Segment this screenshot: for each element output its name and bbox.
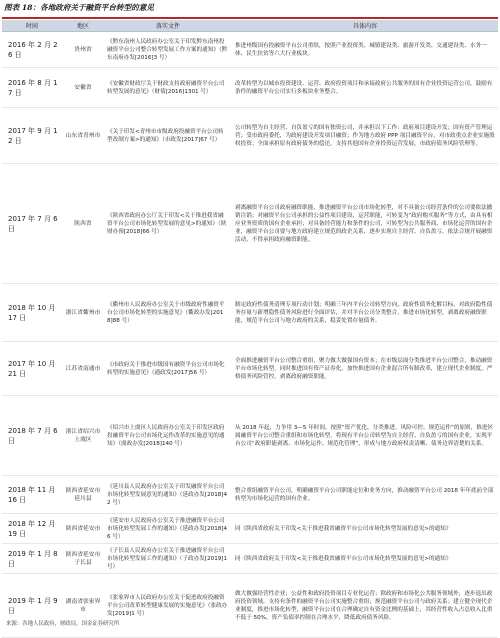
- row-document: 《衢州市人民政府办公室关于市级政府性融资平台公司市场化转型的实施意见》（衢政办发[2018]88 号）: [104, 284, 232, 342]
- row-document: 《绍兴市上虞区人民政府办公室关于印发区政府投融资平台公司市场化运作改革的实施意见的通知》（虞政办发[2018]140 号）: [104, 396, 232, 476]
- row-region: 安徽省: [62, 68, 104, 108]
- table-row: [2, 574, 498, 638]
- row-detail: 整合重组融资平台公司，明确融资平台公司职能定位和业务方向，推动融资平台公司 2018 年年底前全部转型为市场化运营的国有企业。: [232, 476, 498, 514]
- row-region: 贵州省: [62, 32, 104, 68]
- row-region: 陕西省: [62, 164, 104, 284]
- table-row: [2, 544, 498, 574]
- row-region: 陕西省延安市延川县: [62, 476, 104, 514]
- row-document: 《张家界市人民政府办公室关于促进政府投融资平台公司改革转型健康发展的实施意见》（张政办发[2019]1 号）: [104, 574, 232, 638]
- table-row: [2, 284, 498, 342]
- row-region: 山东省青州市: [62, 108, 104, 164]
- row-document: 《延川县人民政府办公室关于印发融资平台公司市场化转型发展意见的通知》（延政办发[2018]42 号）: [104, 476, 232, 514]
- row-time: 2016 年 8 月 17 日: [2, 68, 62, 108]
- source-note: 来源：各地人民政府，财政局，国金证券研究所: [6, 621, 120, 627]
- row-detail: 制定政府性债务清理专项行动计划；明确三年内平台公司转型方向，政府性债务化解目标，对政府隐性债务存量与新增隐性债务风险进行全面评估，并对平台公司分类整合，推进市场化转型，剥离政府融资职能，规范平台公司与地方政府的关系，稳妥处置存量债务。: [232, 284, 498, 342]
- row-time: 2018 年 12 月 19 日: [2, 514, 62, 544]
- row-detail: 同《陕西省政府关于印发<关于推进我省融资平台公司市场化转型发展的意见>的通知》: [232, 514, 498, 544]
- row-document: 《市政府关于推进市级国有融资平台公司市场化转型的实施意见》（通政发[2017]56 号）: [104, 342, 232, 396]
- row-document: 《黔东南州人民政府办公室关于印发黔东南州投融资平台公司整合转型发展工作方案的通知》（黔东南府办发[2016]3 号）: [104, 32, 232, 68]
- row-document: 《延安市人民政府办公室关于推进融资平台公司市场化转型发展工作的通知》（延政办发[2018]46 号）: [104, 514, 232, 544]
- row-document: 《子长县人民政府办公室关于推进融资平台公司市场化转型发展工作的通知》（子政办发[2019]1 号）: [104, 544, 232, 574]
- row-document: 《陕西省政府办公厅关于印发<关于推进我省融资平台公司市场化转型发展的意见>的通知》（陕财办预[2018]66 号）: [104, 164, 232, 284]
- table-row: [2, 396, 498, 476]
- row-region: 浙江省绍兴市上虞区: [62, 396, 104, 476]
- row-document: 《安徽省财政厅关于财政支持政府融资平台公司转型发展的意见》（财债[2016]1301 号）: [104, 68, 232, 108]
- row-detail: 从 2018 年起，力争用 3—5 年时间，按照“资产优化、分类推进、风险可控、规范运作”的原则，推进区属融资平台公司整合重组和市场化转型，将现有平台公司转型为自主经营、自负盈亏的国有企业，实现平台公司“政府职能剥离、市场化运作、规范化管理”，形成与地方政府权责清晰、债务边界清楚的关系。: [232, 396, 498, 476]
- row-document: 《关于印发<青州市市级政府投融资平台公司转型改制方案>的通知》（市政发[2017]67 号）: [104, 108, 232, 164]
- figure-title: 图表 18：各地政府关于融资平台转型的意见: [2, 0, 498, 19]
- header-document: 落实文件: [104, 20, 232, 32]
- header-time: 时间: [2, 20, 62, 32]
- row-time: 2018 年 10 月 17 日: [2, 284, 62, 342]
- row-region: 陕西省延安市子长县: [62, 544, 104, 574]
- row-detail: 推进州级国有投融资平台公司重组，按照产业投资类、城镇建设类、旅游开发类、交通建设类、水务一体、民生扶贫等六大行业板块。: [232, 32, 498, 68]
- row-time: 2017 年 10 月 21 日: [2, 342, 62, 396]
- row-time: 2019 年 1 月 9 日: [2, 574, 62, 638]
- row-region: 陕西省延安市: [62, 514, 104, 544]
- row-region: 江苏省南通市: [62, 342, 104, 396]
- row-detail: 改革转型为以城市投资建设、运营、政府投资项目和承接政府公共服务的国有企业投资运营公司，鼓励有条件的融资平台公司实行多板块业务整合。: [232, 68, 498, 108]
- table-row: [2, 32, 498, 68]
- row-detail: 公司转型为自主经营、自负盈亏的国有独资公司，并承担以下工作：政府项目建设开发；国有资产管理运营；受市政府委托，为政府建设开发项目融资；作为地方政府 PPP 项目融资平台，对市政重点企业实施股权投资；全面承担原有政府债务的偿还，支持其他国有企业投资运营发展，市政府债务风险管理等。: [232, 108, 498, 164]
- row-detail: 全面推进融资平台公司整合重组，聚力做大做强国有资本；在市级层面分类推进平台公司整合，推动融资平台市场化转型，同时推进国有资产证券化，加快推进国有企业混合所有制改革，建立现代企业制度，严格债务风险管控，剥离政府融资职能。: [232, 342, 498, 396]
- row-detail: 做大做强经营性企业；公益性和政府投资项目专业化运营；除政府和市场化公共服务领域外，逐步退出政府投资领域，支持有条件的融资平台公司实施整合重组；规范融资平台公司与政府关系；建立健全现代企业制度，推进市场化转型，融资平台公司在合理确定自有资金比例的基础上，其经营性收入占总收入比重不低于 50%，资产负债率控制在合理水平，降低政府债务风险。: [232, 574, 498, 638]
- row-region: 浙江省衢州市: [62, 284, 104, 342]
- row-time: 2016 年 2 月 26 日: [2, 32, 62, 68]
- header-region: 地区: [62, 20, 104, 32]
- row-time: 2019 年 1 月 8 日: [2, 544, 62, 574]
- table-row: [2, 68, 498, 108]
- table-header-row: [2, 20, 498, 32]
- row-detail: 同《陕西省政府关于印发<关于推进我省融资平台公司市场化转型发展的意见>的通知》: [232, 544, 498, 574]
- table-row: [2, 342, 498, 396]
- table-row: [2, 476, 498, 514]
- table-row: [2, 514, 498, 544]
- policy-table: [2, 20, 498, 638]
- table-row: [2, 108, 498, 164]
- row-time: 2018 年 11 月 16 日: [2, 476, 62, 514]
- row-time: 2017 年 7 月 6 日: [2, 164, 62, 284]
- header-detail: 具体内容: [232, 20, 498, 32]
- table-row: [2, 164, 498, 284]
- row-detail: 剥离融资平台公司政府融资职能，推进融资平台公司市场化转型，对不具备公司经营条件的公司要依法撤销注销；对融资平台公司承担的公益性项目建设、运营职能，可转变为“政府购买服务”等方式，由具有相应业务资质的国有企业承担；对具备经营能力和条件的公司，可转型为公共服务商、市场化运营的国有企业，融资平台公司要与地方政府建立规范的政企关系，逐步实现自主经营、自负盈亏，依法合规开展融资活动，不得承担政府融资职能。: [232, 164, 498, 284]
- row-region: 湖南省张家界市: [62, 574, 104, 638]
- row-time: 2018 年 7 月 6 日: [2, 396, 62, 476]
- row-time: 2017 年 9 月 12 日: [2, 108, 62, 164]
